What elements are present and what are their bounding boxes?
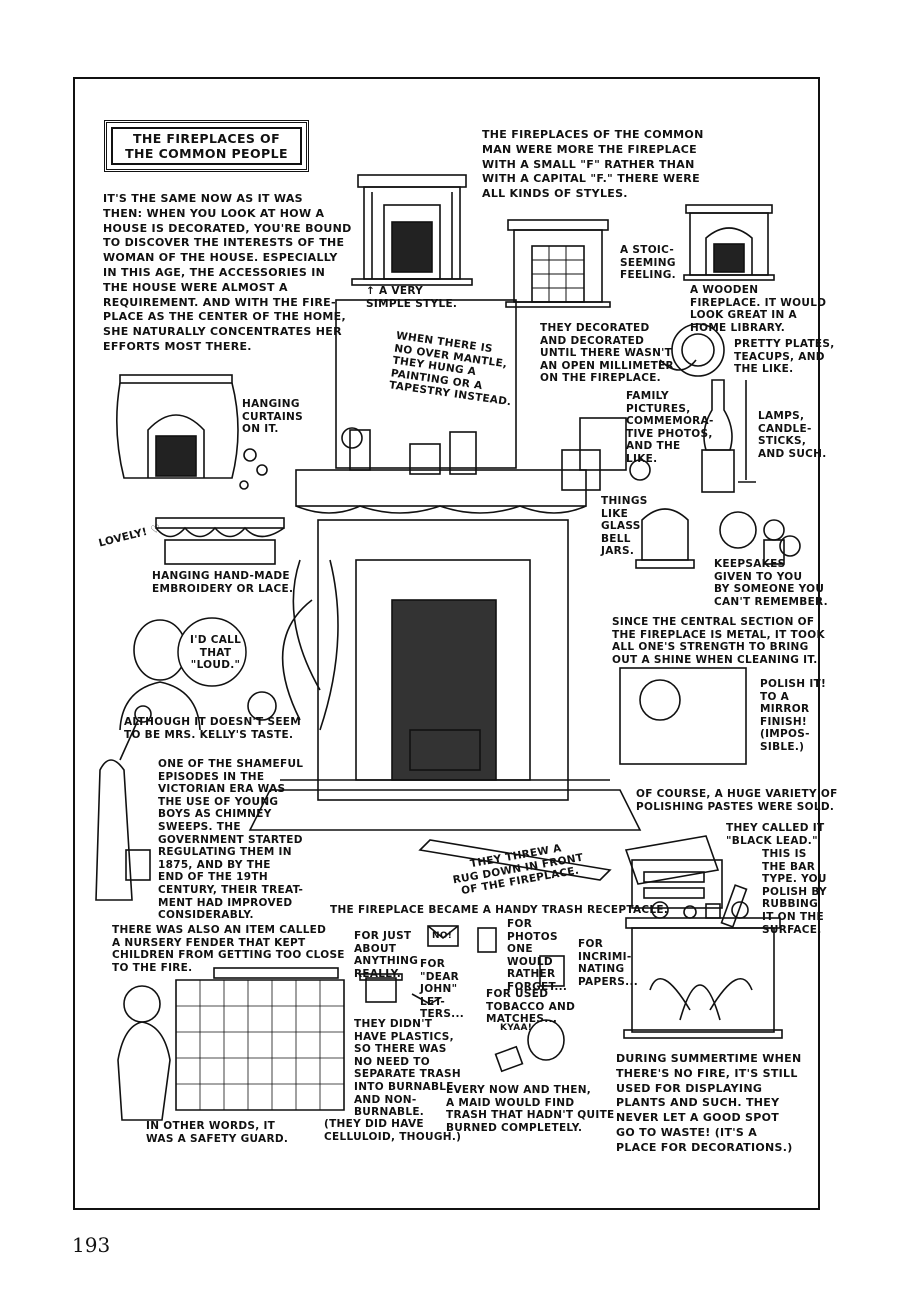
metal-caption: SINCE THE CENTRAL SECTION OF THE FIREPLACE IS METAL, IT TOOK ALL ONE'S STRENGTH TO BRING OUT A SHINE WHEN CLEANING IT.: [612, 616, 825, 666]
polish-caption: POLISH IT! TO A MIRROR FINISH! (IMPOS- SIBLE.): [760, 678, 827, 753]
plates-caption: PRETTY PLATES, TEACUPS, AND THE LIKE.: [734, 338, 835, 376]
title-box: [104, 120, 309, 172]
wooden-caption: A WOODEN FIREPLACE. IT WOULD LOOK GREAT IN A HOME LIBRARY.: [690, 284, 827, 334]
maid-polishing-illustration: [620, 668, 746, 764]
pastes-caption: OF COURSE, A HUGE VARIETY OF POLISHING PASTES WERE SOLD.: [636, 788, 838, 813]
curtains-caption: HANGING CURTAINS ON IT.: [242, 398, 303, 436]
wooden-fireplace-illustration: [684, 205, 774, 280]
rug-caption: THEY THREW A RUG DOWN IN FRONT OF THE FIREPLACE.: [451, 842, 585, 898]
just-about-caption: FOR JUST ABOUT ANYTHING REALLY.: [354, 930, 419, 980]
black-lead-caption: THEY CALLED IT "BLACK LEAD.": [726, 822, 825, 847]
family-caption: FAMILY PICTURES, COMMEMORA- TIVE PHOTOS, AND THE LIKE.: [626, 390, 714, 465]
decorated-caption: THEY DECORATED AND DECORATED UNTIL THERE WASN'T AN OPEN MILLIMETER ON THE FIREPLACE.: [540, 322, 674, 385]
celluloid-caption: (THEY DID HAVE CELLULOID, THOUGH.): [324, 1118, 462, 1143]
incriminating-caption: FOR INCRIMI- NATING PAPERS...: [578, 938, 639, 988]
tobacco-caption: FOR USED TOBACCO AND MATCHES...: [486, 988, 576, 1026]
common-man-text: THE FIREPLACES OF THE COMMON MAN WERE MORE THE FIREPLACE WITH A SMALL "F" RATHER THAN WITH A CAPITAL "F." THERE WERE ALL KINDS OF STYLES.: [482, 128, 704, 201]
intro-text: IT'S THE SAME NOW AS IT WAS THEN: WHEN YOU LOOK AT HOW A HOUSE IS DECORATED, YOU'RE BOUND TO DISCOVER THE INTERESTS OF THE WOMAN OF THE HOUSE. ESPECIALLY IN THIS AGE, THE ACCESSORIES IN THE HOUSE WERE ALMOST A REQUIREMENT. AND WITH THE FIRE- PLACE AS THE CENTER OF THE HOME, SHE NATURALLY CONCENTRATES HER EFFORTS MOST THERE.: [103, 192, 352, 353]
keepsakes-illustration: [720, 512, 800, 564]
plastics-caption: THEY DIDN'T HAVE PLASTICS, SO THERE WAS NO NEED TO SEPARATE TRASH INTO BURNABLE AND NON- BURNABLE.: [354, 1018, 461, 1119]
stoic-caption: A STOIC- SEEMING FEELING.: [620, 244, 676, 282]
kyaa-caption: KYAA!: [500, 1023, 533, 1033]
photos-caption: FOR PHOTOS ONE WOULD RATHER FORGET...: [507, 918, 568, 993]
nursery-fender-illustration: [118, 968, 344, 1120]
glass-caption: THINGS LIKE GLASS BELL JARS.: [601, 495, 648, 558]
every-now-caption: EVERY NOW AND THEN, A MAID WOULD FIND TRASH THAT HADN'T QUITE BURNED COMPLETELY.: [446, 1084, 615, 1134]
page-title: THE FIREPLACES OF THE COMMON PEOPLE: [125, 131, 288, 161]
no-letter-caption: NO!: [432, 931, 453, 941]
summer-caption: DURING SUMMERTIME WHEN THERE'S NO FIRE, IT'S STILL USED FOR DISPLAYING PLANTS AND SUCH. THEY NEVER LET A GOOD SPOT GO TO WASTE! (IT'S A PLACE FOR DECORATIONS.): [616, 1052, 802, 1154]
safety-caption: IN OTHER WORDS, IT WAS A SAFETY GUARD.: [146, 1120, 289, 1145]
no-mantle-caption: WHEN THERE IS NO OVER MANTLE, THEY HUNG A PAINTING OR A TAPESTRY INSTEAD.: [388, 329, 513, 409]
summer-fireplace-illustration: [624, 902, 782, 1038]
kelly-caption: ALTHOUGH IT DOESN'T SEEM TO BE MRS. KELLY'S TASTE.: [124, 716, 302, 741]
keepsakes-caption: KEEPSAKES GIVEN TO YOU BY SOMEONE YOU CAN'T REMEMBER.: [714, 558, 828, 608]
simple-style-caption: ↑ A VERY SIMPLE STYLE.: [366, 285, 458, 310]
dear-john-caption: FOR "DEAR JOHN" LET- TERS...: [420, 958, 465, 1021]
bar-type-caption: THIS IS THE BAR TYPE. YOU POLISH BY RUBBING IT ON THE SURFACE.: [762, 848, 827, 936]
lamps-caption: LAMPS, CANDLE- STICKS, AND SUCH.: [758, 410, 827, 460]
nursery-caption: THERE WAS ALSO AN ITEM CALLED A NURSERY FENDER THAT KEPT CHILDREN FROM GETTING TOO CLOSE TO THE FIRE.: [112, 924, 345, 974]
lace-mantel-illustration: [156, 518, 284, 564]
loud-caption: I'D CALL THAT "LOUD.": [190, 634, 242, 672]
stoic-fireplace-illustration: [506, 220, 610, 307]
page-number: 193: [72, 1233, 111, 1257]
lovely-caption: LOVELY! ♡: [97, 522, 162, 550]
sweeps-caption: ONE OF THE SHAMEFUL EPISODES IN THE VICTORIAN ERA WAS THE USE OF YOUNG BOYS AS CHIMNEY SWEEPS. THE GOVERNMENT STARTED REGULATING THEM IN 1875, AND BY THE END OF THE 19TH CENTURY, THEIR TREAT- MENT HAD IMPROVED CONSIDERABLY.: [158, 758, 304, 922]
embroidery-caption: HANGING HAND-MADE EMBROIDERY OR LACE.: [152, 570, 294, 595]
simple-fireplace-illustration: [352, 175, 472, 285]
trash-caption: THE FIREPLACE BECAME A HANDY TRASH RECEPTACLE.: [330, 904, 669, 916]
